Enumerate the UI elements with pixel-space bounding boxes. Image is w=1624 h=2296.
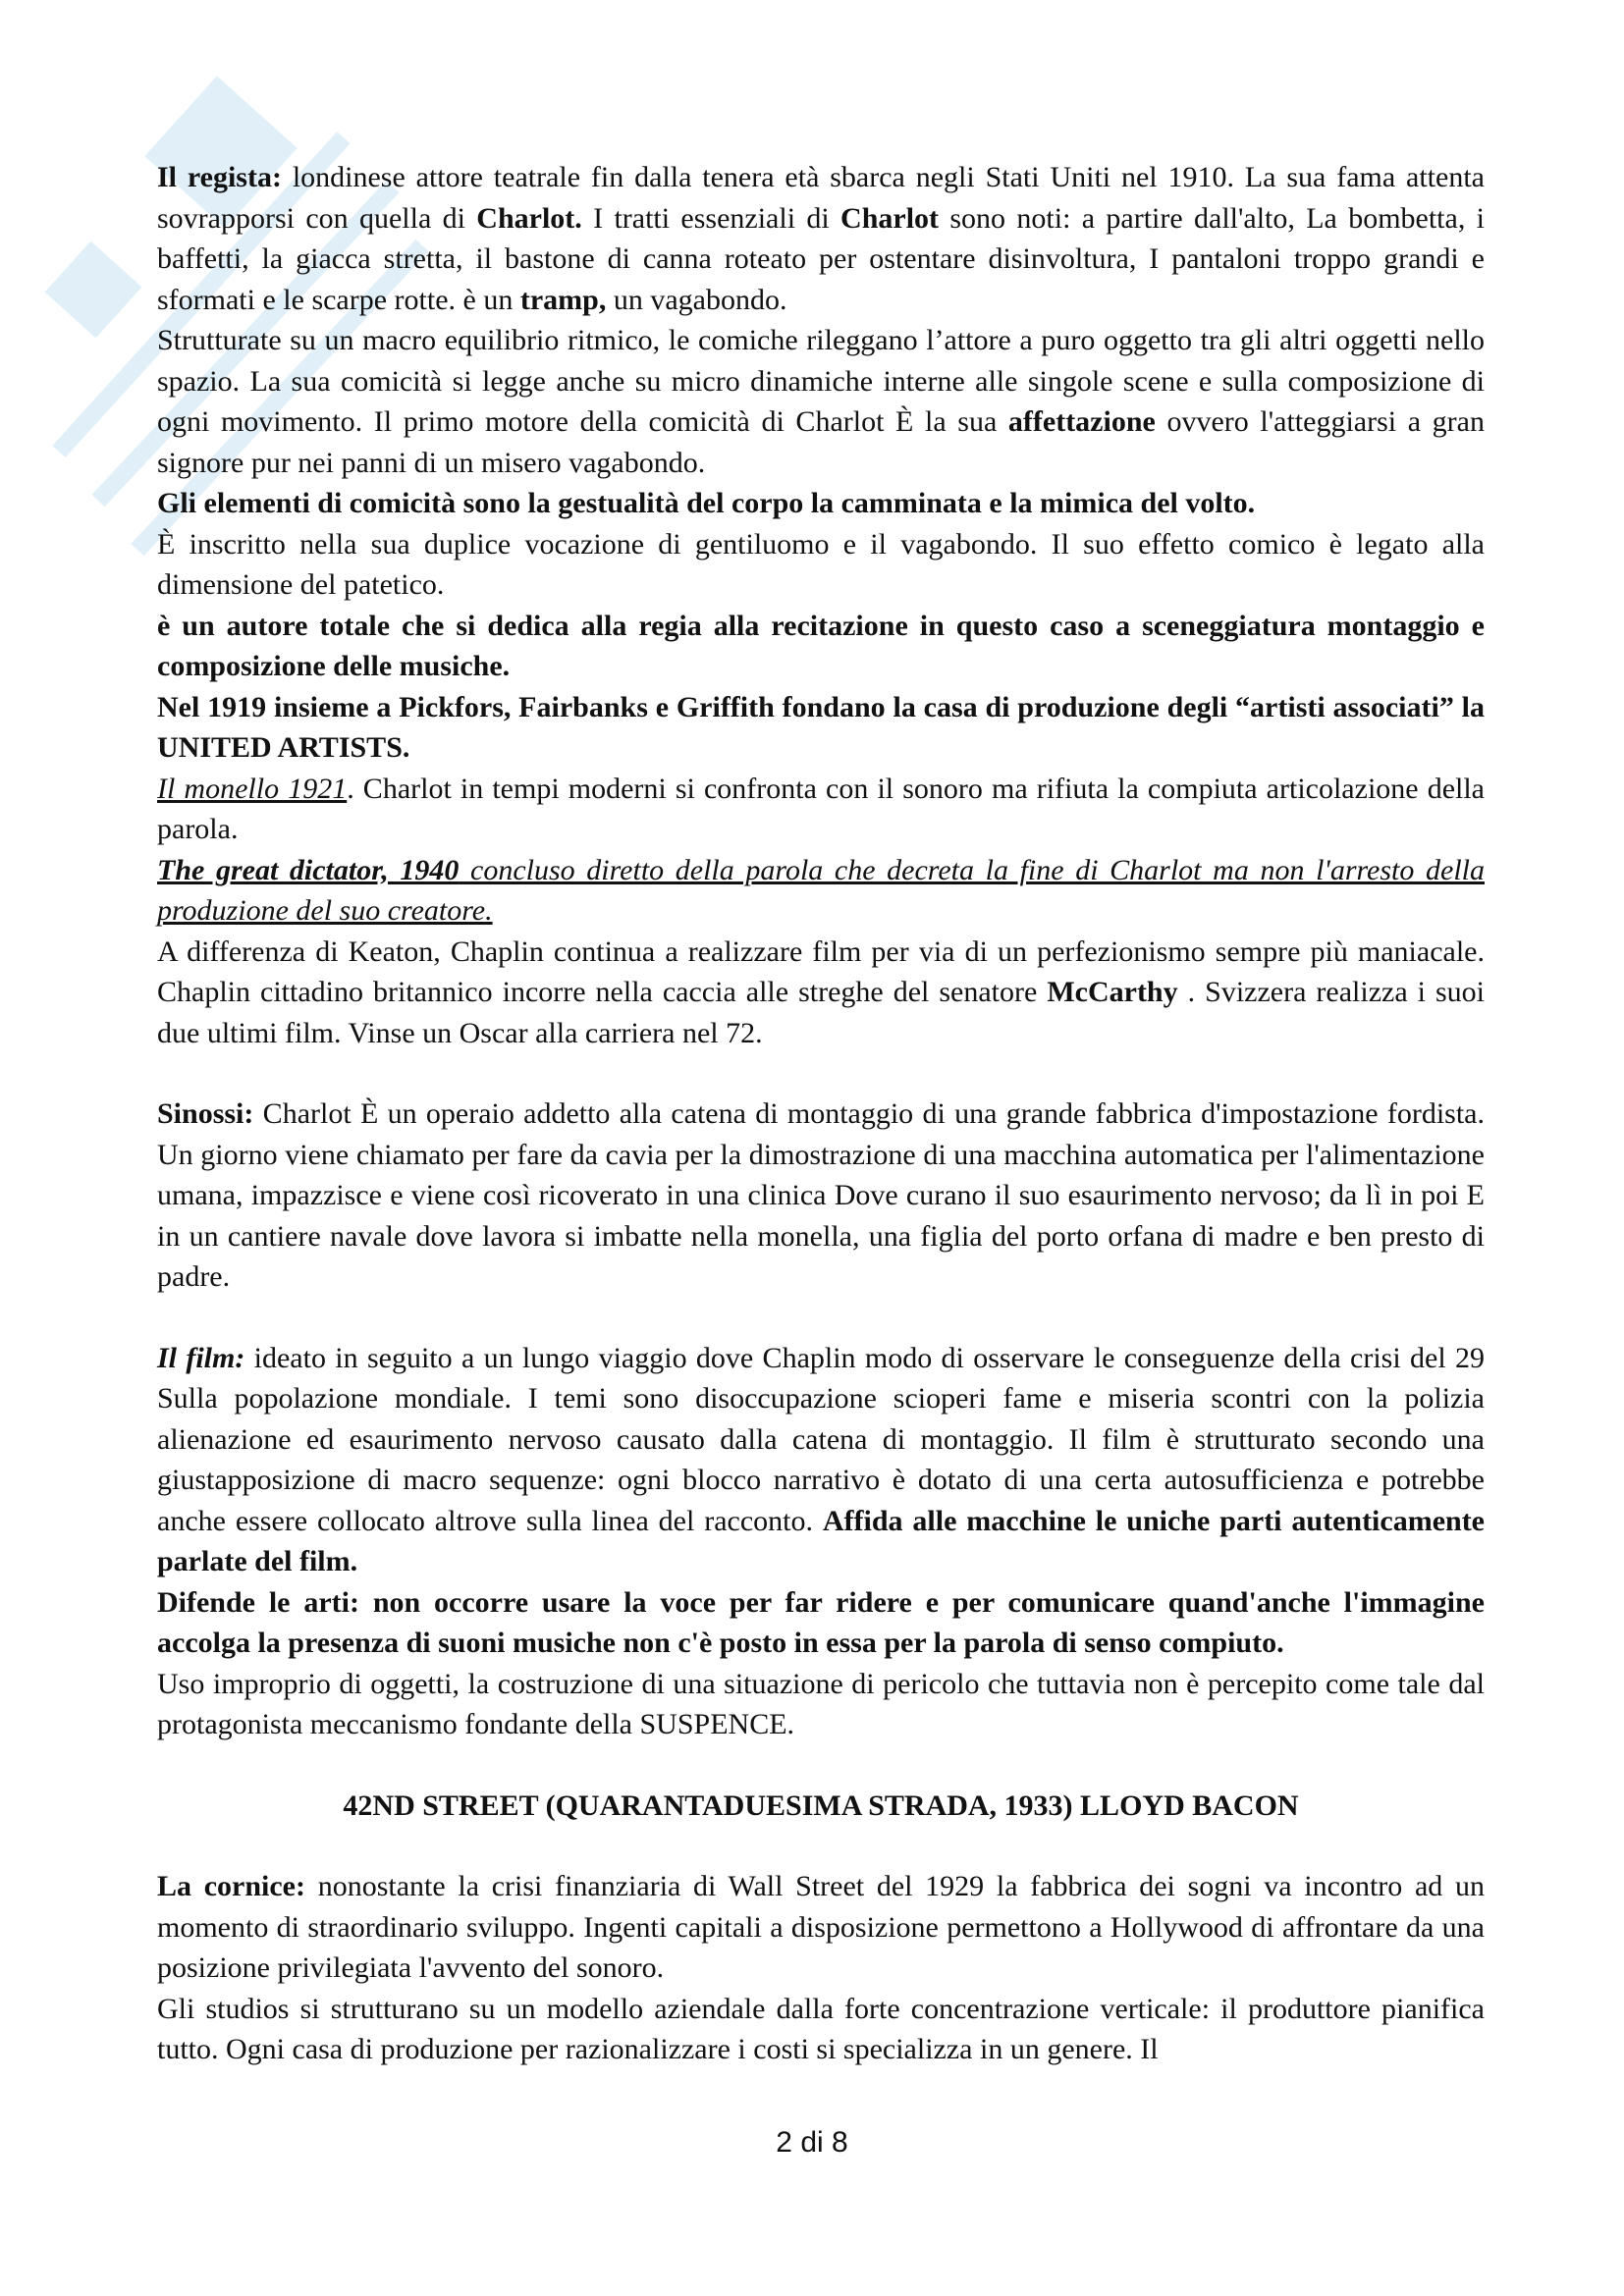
spacer xyxy=(157,1745,1485,1786)
paragraph-keaton xyxy=(157,932,1485,1054)
paragraph-difende-arti: Difende le arti: non occorre usare la voce per far ridere e per comunicare quand'anche l'immagine accolga la presenza di suoni musiche non c'è posto in essa per la parola di senso compiuto. xyxy=(157,1585,1485,1659)
paragraph-suspence: Uso improprio di oggetti, la costruzione di una situazione di pericolo che tuttavia non è percepito come tale dal protagonista meccanismo fondante della SUSPENCE. xyxy=(157,1667,1485,1740)
paragraph-regista xyxy=(157,157,1485,320)
section-heading-42nd-street: 42ND STREET (QUARANTADUESIMA STRADA, 1933) LLOYD BACON xyxy=(343,1789,1299,1822)
text: ovvero l'atteggiarsi a gran signore pur nei panni di un misero vagabondo. xyxy=(157,405,1485,479)
paragraph-comiche xyxy=(157,320,1485,483)
text: . Charlot in tempi moderni si confronta con il sonoro ma rifiuta la compiuta articolazione della parola. xyxy=(157,772,1485,845)
paragraph-vocazione: È inscritto nella sua duplice vocazione di gentiluomo e il vagabondo. Il suo effetto comico è legato alla dimensione del patetico. xyxy=(157,527,1485,601)
label-regista: Il regista: xyxy=(157,161,282,193)
film-title-monello: Il monello 1921 xyxy=(157,772,348,805)
paragraph-great-dictator xyxy=(157,850,1485,932)
term-mccarthy: McCarthy xyxy=(1047,976,1178,1008)
page-number: 2 di 8 xyxy=(776,2126,848,2159)
paragraph-monello xyxy=(157,769,1485,850)
term-charlot: Charlot. xyxy=(476,201,582,235)
text-bold: Affida alle macchine le uniche parti autenticamente parlate del film. xyxy=(157,1504,1486,1577)
text: I tratti essenziali di xyxy=(581,201,841,235)
paragraph-studios: Gli studios si strutturano su un modello aziendale dalla forte concentrazione verticale: il produttore pianifica tutto. Ogni casa di produzione per razionalizzare i costi si specializza in un genere. Il xyxy=(157,1992,1485,2065)
text: londinese attore teatrale fin dalla tenera età sbarca negli Stati Uniti nel 1910. La sua fama attenta sovrapporsi con quella di xyxy=(157,161,1485,235)
label-il-film: Il film: xyxy=(157,1341,245,1374)
film-title-great-dictator: The great dictator, 1940 xyxy=(157,853,460,886)
text: sono noti: a partire dall'alto, La bombetta, i baffetti, la giacca stretta, il bastone di canna roteato per ostentare disinvoltura, I pantaloni troppo grandi e sformati e le scarpe rotte. è un xyxy=(157,201,1485,316)
document-body xyxy=(157,157,1485,2070)
spacer xyxy=(157,1826,1485,1866)
text: . Svizzera realizza i suoi due ultimi film. Vinse un Oscar alla carriera nel 72. xyxy=(157,976,1485,1049)
paragraph-sinossi xyxy=(157,1094,1485,1298)
term-tramp: tramp, xyxy=(519,283,607,316)
paragraph-il-film xyxy=(157,1338,1485,1582)
text: Strutturate su un macro equilibrio ritmico, le comiche rileggano l’attore a puro oggetto tra gli altri oggetti nello spazio. La sua comicità si legge anche su micro dinamiche interne alle singole scene e sulla composizione di ogni movimento. Il primo motore della comicità di Charlot È la sua xyxy=(157,324,1485,438)
text: nonostante la crisi finanziaria di Wall Street del 1929 la fabbrica dei sogni va incontro ad un momento di straordinario sviluppo. Ingenti capitali a disposizione permettono a Hollywood di affrontare da una posizione privilegiata l'avvento del sonoro. xyxy=(157,1870,1486,1984)
paragraph-cornice xyxy=(157,1866,1485,1989)
spacer xyxy=(157,1053,1485,1094)
label-cornice: La cornice: xyxy=(157,1870,305,1902)
term-charlot: Charlot xyxy=(840,201,940,235)
text: A differenza di Keaton, Chaplin continua a realizzare film per via di un perfezionismo sempre più maniacale. Chaplin cittadino britannico incorre nella caccia alle streghe del senatore xyxy=(157,934,1485,1008)
paragraph-autore-totale: è un autore totale che si dedica alla regia alla recitazione in questo caso a sceneggiatura montaggio e composizione delle musiche. xyxy=(157,609,1485,682)
text: ideato in seguito a un lungo viaggio dove Chaplin modo di osservare le conseguenze della crisi del 29 Sulla popolazione mondiale. I temi sono disoccupazione scioperi fame e miseria scontri con la polizia alienazione ed esaurimento nervoso causato dalla catena di montaggio. Il film è strutturato secondo una giustapposizione di macro sequenze: ogni blocco narrativo è dotato di una certa autosufficienza e potrebbe anche essere collocato altrove sulla linea del racconto. xyxy=(157,1341,1485,1537)
paragraph-united-artists: Nel 1919 insieme a Pickfors, Fairbanks e Griffith fondano la casa di produzione degli “artisti associati” la UNITED ARTISTS. xyxy=(157,690,1485,764)
label-sinossi: Sinossi: xyxy=(157,1097,254,1130)
term-affettazione: affettazione xyxy=(1007,405,1156,438)
text: concluso diretto della parola che decreta la fine di Charlot ma non l'arresto della produzione del suo creatore. xyxy=(157,853,1485,927)
paragraph-elementi-comicita: Gli elementi di comicità sono la gestualità del corpo la camminata e la mimica del volto. xyxy=(157,487,1256,519)
text: un vagabondo. xyxy=(606,283,787,316)
text: Charlot È un operaio addetto alla catena di montaggio di una grande fabbrica d'impostazione fordista. Un giorno viene chiamato per fare da cavia per la dimostrazione di una macchina automatica per l'alimentazione umana, impazzisce e viene così ricoverato in una clinica Dove curano il suo esaurimento nervoso; da lì in poi E in un cantiere navale dove lavora si imbatte nella monella, una figlia del porto orfana di madre e ben presto di padre. xyxy=(157,1097,1485,1293)
spacer xyxy=(157,1298,1485,1338)
